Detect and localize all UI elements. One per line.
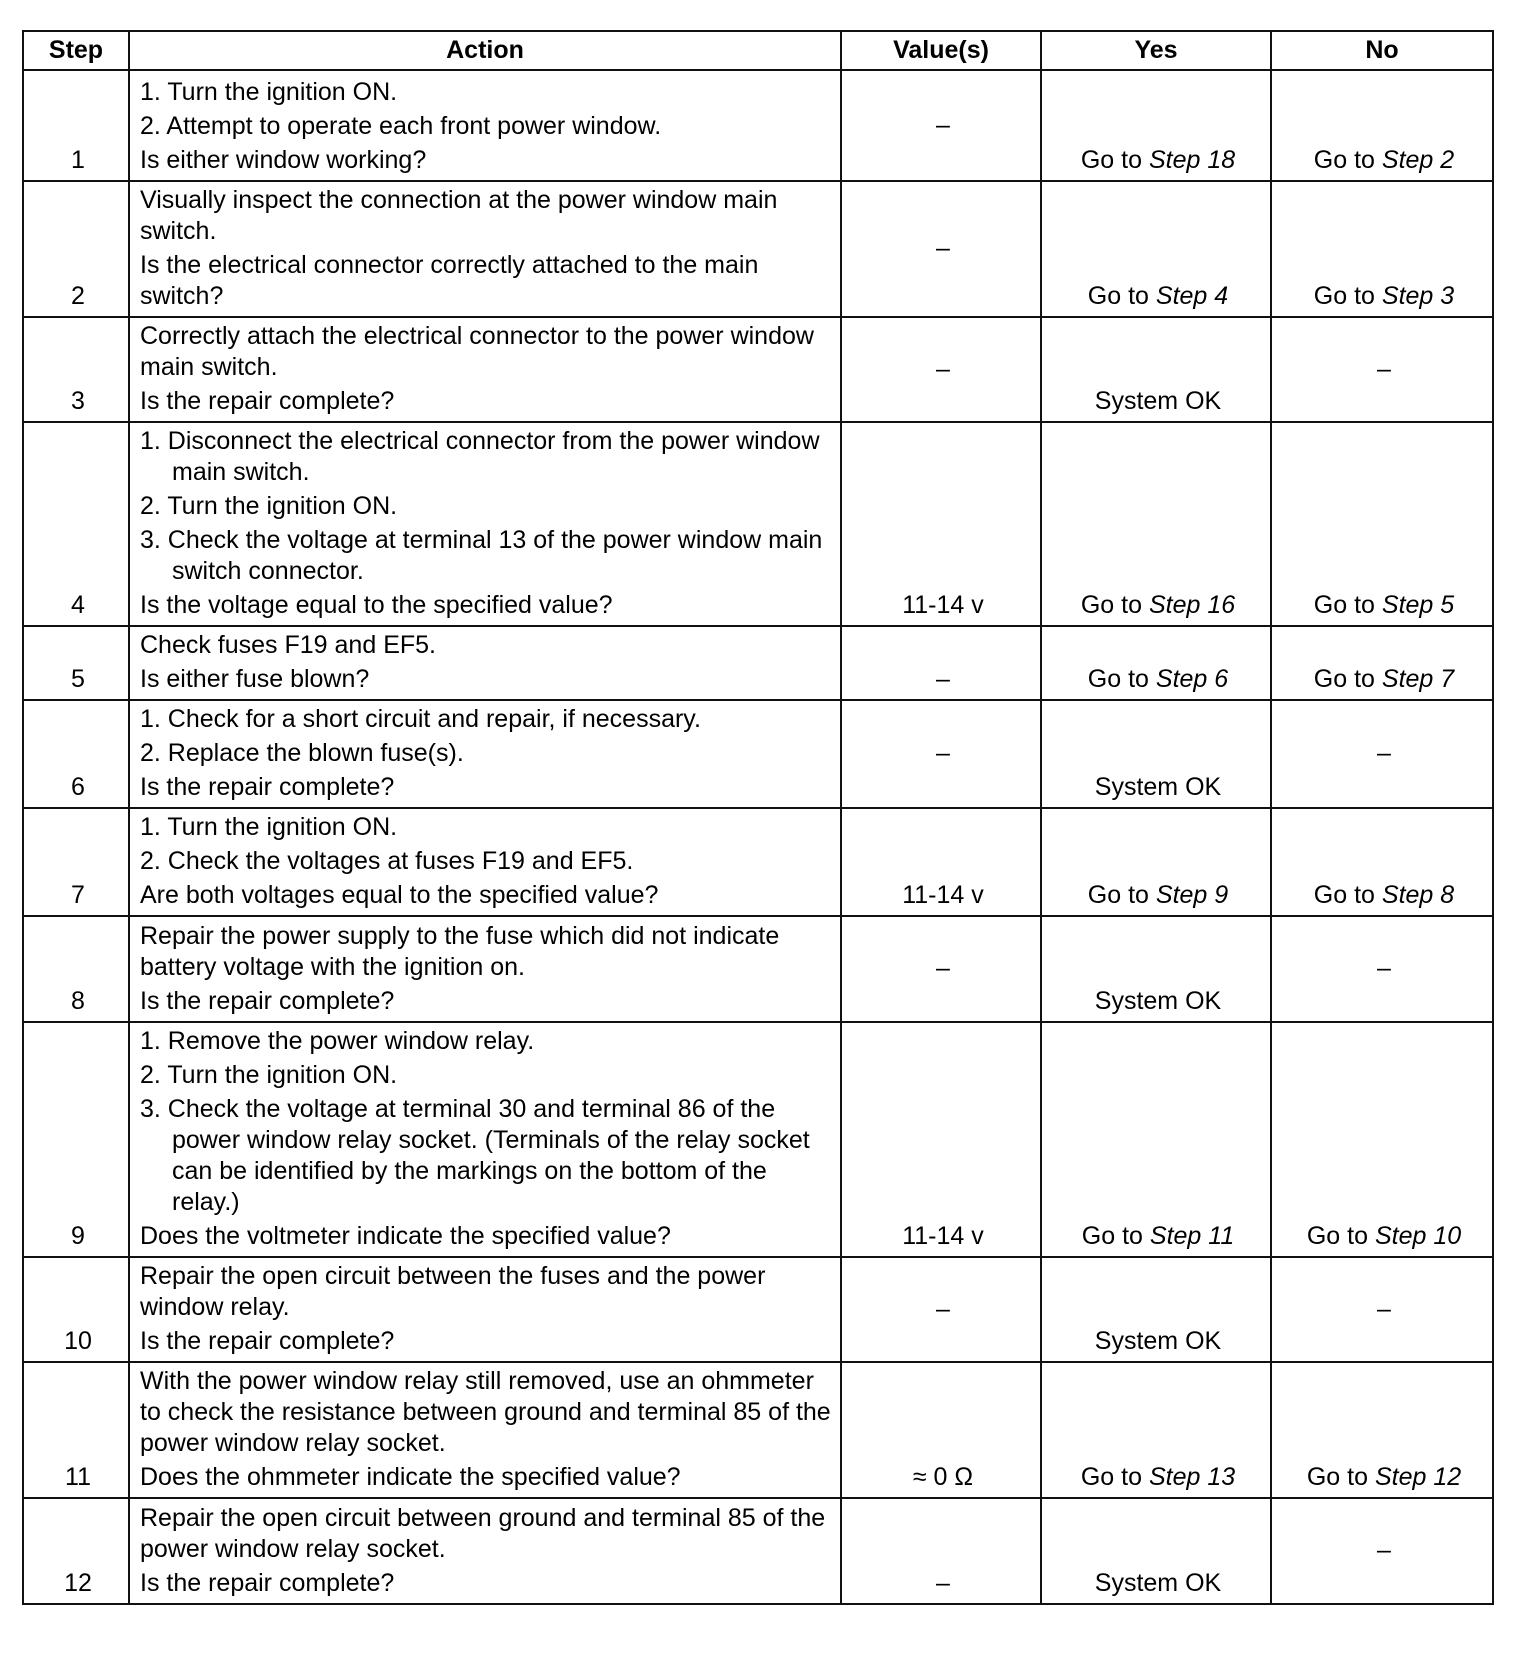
no-cell xyxy=(1271,700,1493,808)
table-header xyxy=(23,31,1493,70)
step-cell: 3 xyxy=(23,317,129,422)
action-cell xyxy=(129,1362,841,1498)
yes-cell xyxy=(1041,181,1271,317)
goto-step-target: Step 18 xyxy=(1148,146,1236,174)
value-cell: – xyxy=(841,1257,1041,1362)
table-row xyxy=(23,317,1493,422)
action-question: Are both voltages equal to the specified value? xyxy=(140,881,659,909)
no-result: – xyxy=(1377,354,1391,383)
action-instruction: With the power window relay still removed, use an ohmmeter to check the resistance between ground and terminal 85 of the power window relay socket. xyxy=(140,1367,831,1457)
step-cell: 7 xyxy=(23,808,129,916)
no-cell xyxy=(1271,1498,1493,1604)
action-instruction: Correctly attach the electrical connector to the power window main switch. xyxy=(140,322,814,381)
header-action: Action xyxy=(129,31,841,70)
action-question: Is the repair complete? xyxy=(140,1569,395,1597)
action-step-item: 1. Turn the ignition ON. xyxy=(140,813,398,841)
no-cell xyxy=(1271,808,1493,916)
action-question: Does the ohmmeter indicate the specified value? xyxy=(140,1463,681,1491)
action-question: Is the voltage equal to the specified value? xyxy=(140,591,613,619)
table-row xyxy=(23,808,1493,916)
no-cell xyxy=(1271,626,1493,700)
yes-result: System OK xyxy=(1094,1569,1222,1597)
action-step-item: 3. Check the voltage at terminal 13 of the power window main switch connector. xyxy=(140,526,823,585)
step-cell: 11 xyxy=(23,1362,129,1498)
action-question: Is the repair complete? xyxy=(140,773,395,801)
no-cell xyxy=(1271,1362,1493,1498)
table-body xyxy=(23,70,1493,1604)
no-result: – xyxy=(1377,739,1391,767)
table-row xyxy=(23,1022,1493,1257)
no-cell xyxy=(1271,1022,1493,1257)
value-cell: – xyxy=(841,181,1041,317)
action-step-item: 2. Check the voltages at fuses F19 and EF5. xyxy=(140,847,634,875)
goto-step-target: Step 16 xyxy=(1148,591,1236,619)
value-cell: – xyxy=(841,1498,1041,1604)
goto-prefix: Go to xyxy=(1087,881,1149,909)
step-cell: 2 xyxy=(23,181,129,317)
step-cell: 9 xyxy=(23,1022,129,1257)
diagnostic-table xyxy=(22,30,1494,1605)
goto-prefix: Go to xyxy=(1087,665,1149,693)
action-instruction: Repair the power supply to the fuse which did not indicate battery voltage with the ignition on. xyxy=(140,922,780,981)
action-cell xyxy=(129,808,841,916)
action-cell xyxy=(129,700,841,808)
action-question: Is either fuse blown? xyxy=(140,665,370,693)
yes-cell xyxy=(1041,1022,1271,1257)
action-step-item: 1. Turn the ignition ON. xyxy=(140,78,398,106)
action-cell xyxy=(129,70,841,181)
action-step-item: 1. Disconnect the electrical connector from the power window main switch. xyxy=(140,427,820,486)
header-value: Value(s) xyxy=(841,31,1041,70)
yes-cell xyxy=(1041,808,1271,916)
no-cell xyxy=(1271,70,1493,181)
yes-cell xyxy=(1041,626,1271,700)
header-step: Step xyxy=(23,31,129,70)
value-cell: 11-14 v xyxy=(841,808,1041,916)
table-row xyxy=(23,181,1493,317)
table-row xyxy=(23,700,1493,808)
value-cell: – xyxy=(841,916,1041,1022)
yes-result: System OK xyxy=(1094,1327,1222,1355)
yes-result: System OK xyxy=(1094,987,1222,1015)
goto-prefix: Go to xyxy=(1313,591,1375,619)
header-no: No xyxy=(1271,31,1493,70)
step-cell: 5 xyxy=(23,626,129,700)
yes-cell xyxy=(1041,1362,1271,1498)
goto-step-target: Step 11 xyxy=(1149,1222,1235,1250)
action-step-item: 1. Remove the power window relay. xyxy=(140,1027,535,1055)
value-cell: – xyxy=(841,626,1041,700)
no-result: – xyxy=(1377,1294,1391,1323)
yes-cell xyxy=(1041,916,1271,1022)
table-row xyxy=(23,422,1493,626)
action-cell xyxy=(129,181,841,317)
yes-result: System OK xyxy=(1094,387,1222,415)
goto-step-target: Step 8 xyxy=(1381,881,1455,909)
yes-result: System OK xyxy=(1094,773,1222,801)
goto-step-target: Step 3 xyxy=(1381,282,1455,310)
step-cell: 12 xyxy=(23,1498,129,1604)
action-question: Is the repair complete? xyxy=(140,987,395,1015)
step-cell: 10 xyxy=(23,1257,129,1362)
goto-prefix: Go to xyxy=(1306,1463,1368,1491)
yes-cell xyxy=(1041,1257,1271,1362)
action-cell xyxy=(129,1257,841,1362)
goto-step-target: Step 10 xyxy=(1374,1222,1462,1250)
action-instruction: Repair the open circuit between ground and terminal 85 of the power window relay socket. xyxy=(140,1504,826,1563)
yes-cell xyxy=(1041,317,1271,422)
action-cell xyxy=(129,422,841,626)
goto-step-target: Step 6 xyxy=(1155,665,1229,693)
goto-prefix: Go to xyxy=(1080,591,1142,619)
goto-prefix: Go to xyxy=(1313,665,1375,693)
table-row xyxy=(23,1362,1493,1498)
table-row xyxy=(23,70,1493,181)
goto-step-target: Step 13 xyxy=(1148,1463,1236,1491)
yes-cell xyxy=(1041,1498,1271,1604)
action-question: Is the repair complete? xyxy=(140,1327,395,1355)
yes-cell xyxy=(1041,700,1271,808)
action-instruction: Repair the open circuit between the fuses and the power window relay. xyxy=(140,1262,766,1321)
goto-prefix: Go to xyxy=(1080,1463,1142,1491)
action-step-item: 2. Turn the ignition ON. xyxy=(140,1061,398,1089)
no-cell xyxy=(1271,1257,1493,1362)
no-cell xyxy=(1271,181,1493,317)
table-row xyxy=(23,1498,1493,1604)
action-step-item: 3. Check the voltage at terminal 30 and terminal 86 of the power window relay socket. (Terminals of the relay socket can be identified by the markings on the bottom of the relay.) xyxy=(140,1095,810,1216)
action-question: Is the electrical connector correctly attached to the main switch? xyxy=(140,251,759,310)
goto-step-target: Step 4 xyxy=(1155,282,1229,310)
goto-step-target: Step 12 xyxy=(1374,1463,1462,1491)
goto-prefix: Go to xyxy=(1087,282,1149,310)
goto-step-target: Step 7 xyxy=(1381,665,1455,693)
action-cell xyxy=(129,626,841,700)
no-result: – xyxy=(1377,954,1391,982)
no-result: – xyxy=(1377,1536,1391,1564)
yes-cell xyxy=(1041,70,1271,181)
action-cell xyxy=(129,1498,841,1604)
yes-cell xyxy=(1041,422,1271,626)
goto-prefix: Go to xyxy=(1080,146,1142,174)
action-question: Is either window working? xyxy=(140,146,427,174)
no-cell xyxy=(1271,422,1493,626)
goto-prefix: Go to xyxy=(1313,282,1375,310)
step-cell: 4 xyxy=(23,422,129,626)
header-yes: Yes xyxy=(1041,31,1271,70)
goto-step-target: Step 9 xyxy=(1155,881,1229,909)
goto-prefix: Go to xyxy=(1313,146,1375,174)
goto-step-target: Step 2 xyxy=(1381,146,1455,174)
action-step-item: 2. Attempt to operate each front power window. xyxy=(140,112,662,140)
goto-prefix: Go to xyxy=(1306,1222,1368,1250)
action-step-item: 1. Check for a short circuit and repair, if necessary. xyxy=(140,705,701,733)
goto-step-target: Step 5 xyxy=(1381,591,1455,619)
table-row xyxy=(23,916,1493,1022)
table-row xyxy=(23,626,1493,700)
action-question: Is the repair complete? xyxy=(140,387,395,415)
value-cell: 11-14 v xyxy=(841,422,1041,626)
header-row xyxy=(23,31,1493,70)
goto-prefix: Go to xyxy=(1313,881,1375,909)
goto-prefix: Go to xyxy=(1081,1222,1143,1250)
action-step-item: 2. Turn the ignition ON. xyxy=(140,492,398,520)
no-cell xyxy=(1271,916,1493,1022)
value-cell: 11-14 v xyxy=(841,1022,1041,1257)
action-cell xyxy=(129,317,841,422)
step-cell: 1 xyxy=(23,70,129,181)
table-row xyxy=(23,1257,1493,1362)
value-cell: – xyxy=(841,317,1041,422)
value-cell: ≈ 0 Ω xyxy=(841,1362,1041,1498)
action-instruction: Check fuses F19 and EF5. xyxy=(140,631,436,659)
no-cell xyxy=(1271,317,1493,422)
action-step-item: 2. Replace the blown fuse(s). xyxy=(140,739,464,767)
value-cell: – xyxy=(841,700,1041,808)
action-instruction: Visually inspect the connection at the power window main switch. xyxy=(140,186,778,245)
action-cell xyxy=(129,1022,841,1257)
action-question: Does the voltmeter indicate the specified value? xyxy=(140,1222,671,1250)
action-cell xyxy=(129,916,841,1022)
step-cell: 8 xyxy=(23,916,129,1022)
value-cell: – xyxy=(841,70,1041,181)
step-cell: 6 xyxy=(23,700,129,808)
